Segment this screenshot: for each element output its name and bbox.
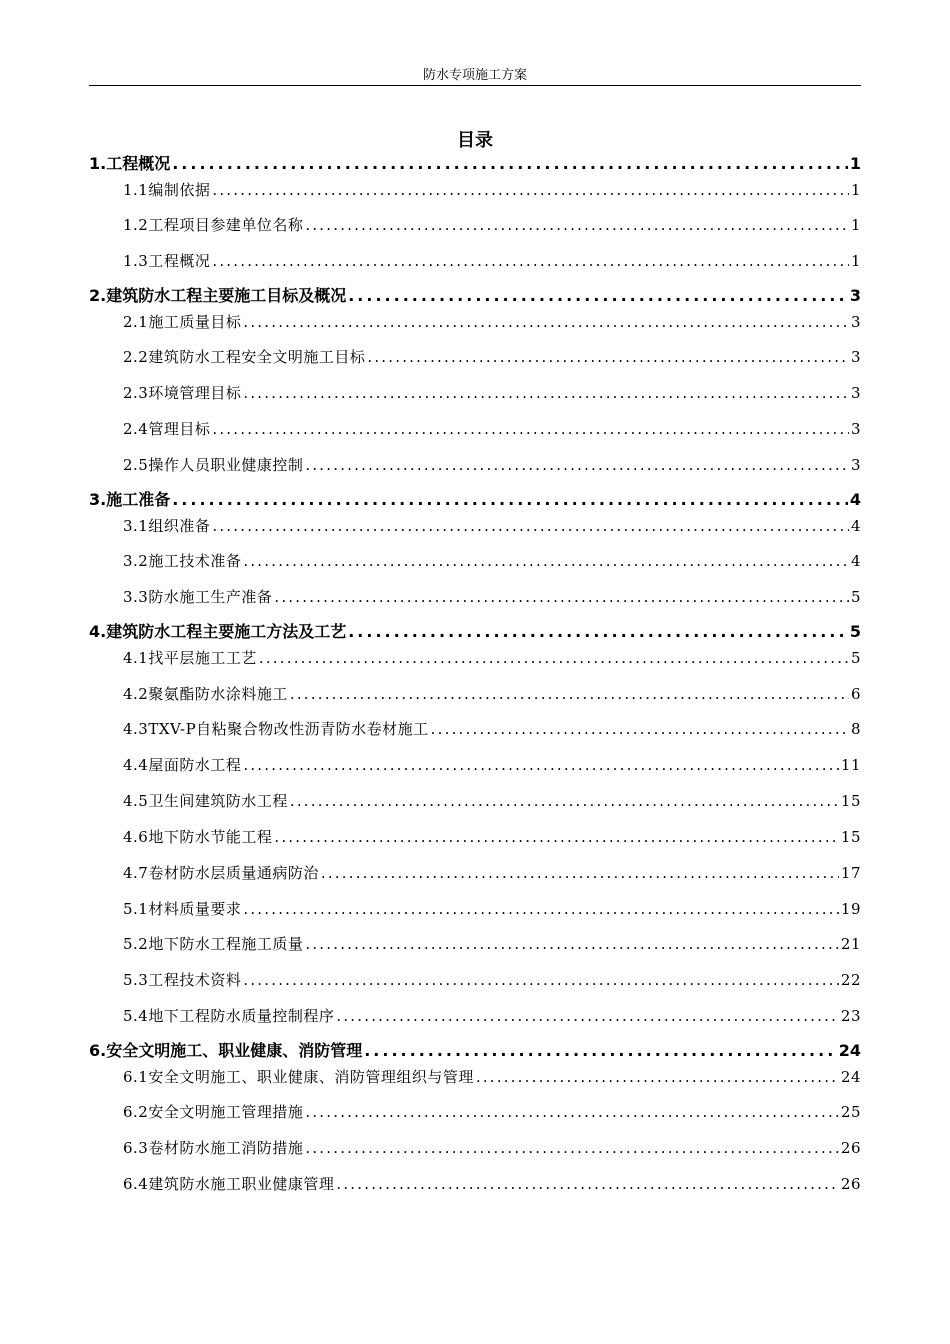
toc-entry-text: 1.1编制依据 [123, 181, 211, 199]
toc-page-number: 19 [840, 900, 861, 918]
toc-dot-leader [212, 178, 849, 202]
toc-entry-text: 6.4建筑防水施工职业健康管理 [123, 1175, 335, 1193]
toc-dot-leader [274, 825, 839, 849]
toc-entry-text: 4.4屋面防水工程 [123, 756, 242, 774]
toc-page-number: 25 [840, 1103, 861, 1121]
toc-section-entry[interactable] [123, 345, 861, 369]
toc-dot-leader [259, 646, 849, 670]
toc-section-entry[interactable] [123, 249, 861, 273]
toc-section-entry[interactable] [123, 213, 861, 237]
toc-dot-leader [476, 1065, 839, 1089]
toc-entry-text: 2.1施工质量目标 [123, 313, 242, 331]
toc-page-number: 4 [849, 490, 861, 509]
toc-entry-text: 3.3防水施工生产准备 [123, 588, 273, 606]
toc-entry-text: 2.5操作人员职业健康控制 [123, 456, 304, 474]
toc-dot-leader [290, 682, 849, 706]
toc-entry-text: 1.3工程概况 [123, 252, 211, 270]
toc-section-entry[interactable] [123, 646, 861, 670]
toc-entry-text: 6.安全文明施工、职业健康、消防管理 [89, 1041, 363, 1060]
toc-chapter-entry[interactable] [89, 152, 861, 176]
toc-section-entry[interactable] [123, 417, 861, 441]
toc-page-number: 1 [849, 154, 861, 173]
toc-dot-leader [243, 310, 849, 334]
toc-dot-leader [305, 932, 839, 956]
toc-dot-leader [305, 453, 849, 477]
toc-page-number: 24 [838, 1041, 861, 1060]
toc-section-entry[interactable] [123, 682, 861, 706]
toc-dot-leader [172, 152, 848, 176]
toc-page-number: 11 [840, 756, 861, 774]
toc-page-number: 3 [850, 348, 861, 366]
toc-entry-text: 5.2地下防水工程施工质量 [123, 935, 304, 953]
toc-section-entry[interactable] [123, 514, 861, 538]
toc-page-number: 1 [850, 252, 861, 270]
toc-entry-text: 3.1组织准备 [123, 517, 211, 535]
toc-dot-leader [172, 488, 848, 512]
toc-section-entry[interactable] [123, 1004, 861, 1028]
toc-page-number: 15 [840, 828, 861, 846]
toc-entry-text: 4.3TXV-P自粘聚合物改性沥青防水卷材施工 [123, 720, 429, 738]
toc-section-entry[interactable] [123, 932, 861, 956]
toc-entry-text: 5.4地下工程防水质量控制程序 [123, 1007, 335, 1025]
toc-dot-leader [243, 753, 839, 777]
toc-dot-leader [364, 1039, 837, 1063]
toc-title: 目录 [457, 130, 493, 151]
toc-page-number: 23 [840, 1007, 861, 1025]
toc-page-number: 3 [850, 384, 861, 402]
toc-chapter-entry[interactable] [89, 1039, 861, 1063]
toc-page-number: 4 [850, 552, 861, 570]
toc-section-entry[interactable] [123, 178, 861, 202]
toc-dot-leader [243, 549, 849, 573]
toc-entry-text: 4.6地下防水节能工程 [123, 828, 273, 846]
toc-entry-text: 1.2工程项目参建单位名称 [123, 216, 304, 234]
toc-page-number: 26 [840, 1139, 861, 1157]
toc-page-number: 5 [850, 649, 861, 667]
toc-dot-leader [243, 381, 849, 405]
toc-page-number: 1 [850, 216, 861, 234]
toc-entry-text: 3.2施工技术准备 [123, 552, 242, 570]
toc-page-number: 15 [840, 792, 861, 810]
toc-entry-text: 4.2聚氨酯防水涂料施工 [123, 685, 288, 703]
toc-section-entry[interactable] [123, 549, 861, 573]
toc-section-entry[interactable] [123, 861, 861, 885]
toc-entry-text: 2.4管理目标 [123, 420, 211, 438]
toc-dot-leader [305, 1136, 839, 1160]
toc-entry-text: 5.3工程技术资料 [123, 971, 242, 989]
toc-page-number: 3 [850, 420, 861, 438]
toc-section-entry[interactable] [123, 310, 861, 334]
toc-entry-text: 1.工程概况 [89, 154, 171, 173]
toc-entry-text: 2.2建筑防水工程安全文明施工目标 [123, 348, 366, 366]
toc-page-number: 1 [850, 181, 861, 199]
toc-dot-leader [243, 968, 839, 992]
toc-entry-text: 6.3卷材防水施工消防措施 [123, 1139, 304, 1157]
toc-page-number: 24 [840, 1068, 861, 1086]
toc-page-number: 5 [850, 588, 861, 606]
toc-entry-text: 4.建筑防水工程主要施工方法及工艺 [89, 622, 347, 641]
toc-dot-leader [212, 249, 849, 273]
toc-dot-leader [274, 585, 849, 609]
toc-section-entry[interactable] [123, 1065, 861, 1089]
toc-entry-text: 4.1找平层施工工艺 [123, 649, 257, 667]
toc-page-number: 17 [840, 864, 861, 882]
toc-section-entry[interactable] [123, 753, 861, 777]
toc-section-entry[interactable] [123, 453, 861, 477]
page-header: 防水专项施工方案 [422, 68, 527, 83]
toc-section-entry[interactable] [123, 789, 861, 813]
toc-dot-leader [212, 417, 849, 441]
toc-dot-leader [212, 514, 849, 538]
toc-dot-leader [431, 717, 849, 741]
toc-chapter-entry[interactable] [89, 620, 861, 644]
toc-dot-leader [290, 789, 839, 813]
header-divider [89, 85, 861, 86]
toc-section-entry[interactable] [123, 897, 861, 921]
toc-page-number: 5 [849, 622, 861, 641]
toc-dot-leader [243, 897, 839, 921]
toc-entry-text: 5.1材料质量要求 [123, 900, 242, 918]
toc-page-number: 8 [850, 720, 861, 738]
toc-page-number: 22 [840, 971, 861, 989]
toc-entry-text: 3.施工准备 [89, 490, 171, 509]
toc-entry-text: 4.5卫生间建筑防水工程 [123, 792, 288, 810]
toc-dot-leader [348, 284, 848, 308]
toc-entry-text: 2.3环境管理目标 [123, 384, 242, 402]
toc-entry-text: 4.7卷材防水层质量通病防治 [123, 864, 319, 882]
toc-section-entry[interactable] [123, 1100, 861, 1124]
toc-section-entry[interactable] [123, 825, 861, 849]
toc-chapter-entry[interactable] [89, 284, 861, 308]
toc-entry-text: 6.2安全文明施工管理措施 [123, 1103, 304, 1121]
toc-page-number: 21 [840, 935, 861, 953]
toc-page-number: 26 [840, 1175, 861, 1193]
toc-section-entry[interactable] [123, 381, 861, 405]
toc-entry-text: 6.1安全文明施工、职业健康、消防管理组织与管理 [123, 1068, 474, 1086]
toc-dot-leader [336, 1004, 839, 1028]
toc-dot-leader [305, 213, 849, 237]
toc-page-number: 4 [850, 517, 861, 535]
toc-dot-leader [348, 620, 848, 644]
toc-section-entry[interactable] [123, 968, 861, 992]
toc-section-entry[interactable] [123, 585, 861, 609]
toc-dot-leader [305, 1100, 839, 1124]
toc-entry-text: 2.建筑防水工程主要施工目标及概况 [89, 286, 347, 305]
toc-page-number: 3 [850, 456, 861, 474]
toc-page-number: 3 [849, 286, 861, 305]
toc-dot-leader [367, 345, 849, 369]
toc-page-number: 3 [850, 313, 861, 331]
toc-section-entry[interactable] [123, 1136, 861, 1160]
toc-dot-leader [321, 861, 839, 885]
toc-chapter-entry[interactable] [89, 488, 861, 512]
toc-page-number: 6 [850, 685, 861, 703]
toc-section-entry[interactable] [123, 1172, 861, 1196]
toc-dot-leader [336, 1172, 839, 1196]
toc-section-entry[interactable] [123, 717, 861, 741]
